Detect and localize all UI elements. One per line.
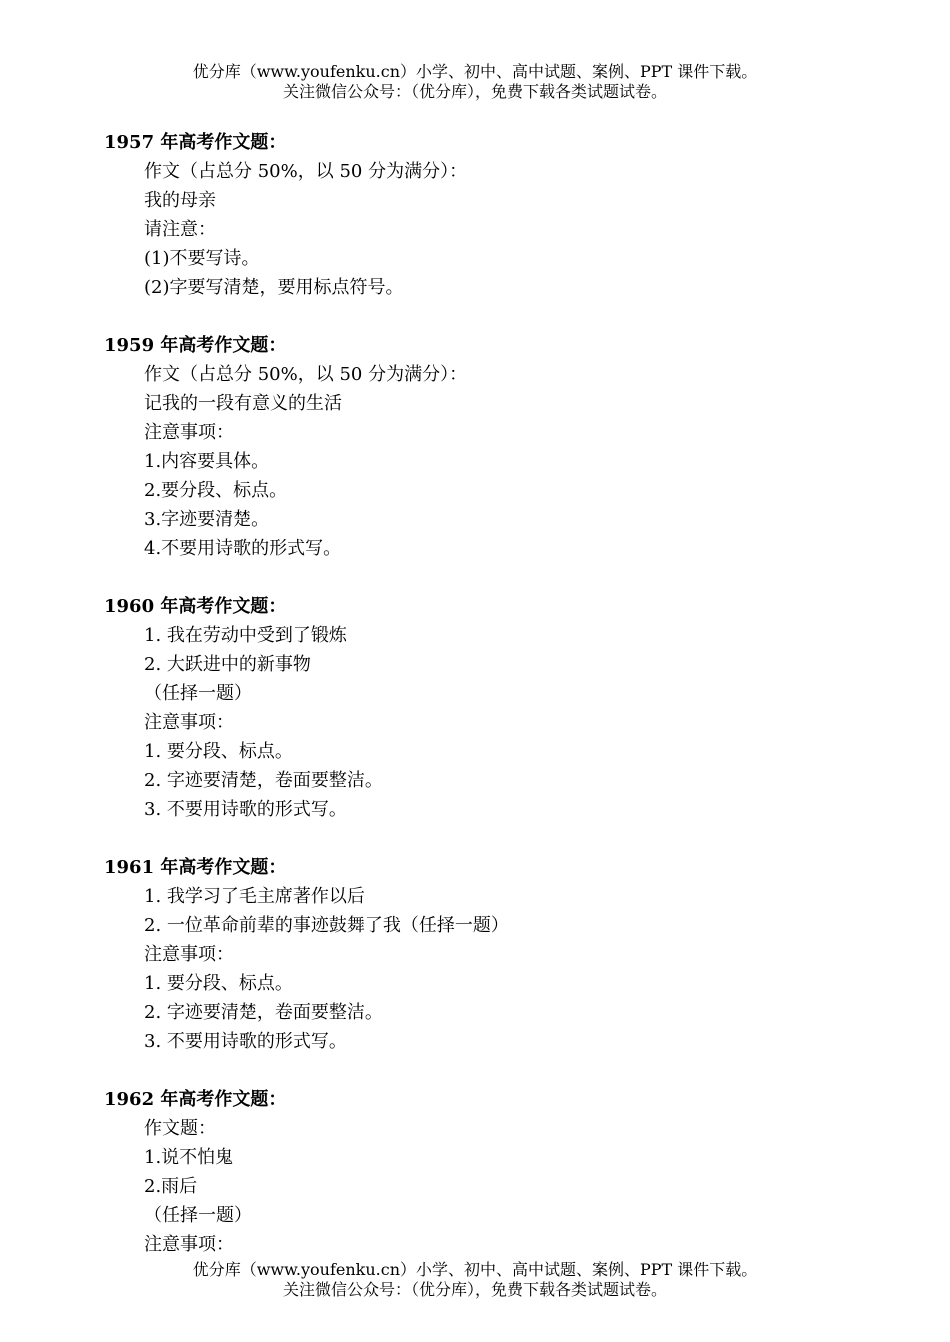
section-line: 注意事项： — [144, 712, 234, 733]
section-line: (1)不要写诗。 — [144, 248, 260, 269]
section-line: 2. 一位革命前辈的事迹鼓舞了我（任择一题） — [144, 915, 509, 936]
section-line: (2)字要写清楚，要用标点符号。 — [144, 277, 404, 298]
header-line-1: 优分库（www.youfenku.cn）小学、初中、高中试题、案例、PPT 课件下载。 — [192, 62, 758, 81]
section-line: 2. 大跃进中的新事物 — [144, 654, 311, 675]
document-body — [104, 128, 864, 1288]
section-line: 注意事项： — [144, 1234, 234, 1255]
section-1961 — [104, 853, 864, 1056]
section-1960 — [104, 592, 864, 824]
section-line: 4.不要用诗歌的形式写。 — [144, 538, 342, 559]
section-title: 1957 年高考作文题： — [104, 132, 287, 153]
section-line: 1.内容要具体。 — [144, 451, 270, 472]
section-line: 3.字迹要清楚。 — [144, 509, 270, 530]
section-line: 2.雨后 — [144, 1176, 198, 1197]
section-line: 作文题： — [144, 1118, 216, 1139]
section-line: 1.说不怕鬼 — [144, 1147, 234, 1168]
section-line: 请注意： — [144, 219, 216, 240]
section-line: （任择一题） — [144, 1205, 252, 1226]
section-1957 — [104, 128, 864, 302]
section-line: 1. 要分段、标点。 — [144, 741, 293, 762]
section-line: 注意事项： — [144, 422, 234, 443]
section-title: 1960 年高考作文题： — [104, 596, 287, 617]
section-line: 1. 要分段、标点。 — [144, 973, 293, 994]
page-header — [0, 62, 950, 102]
section-line: （任择一题） — [144, 683, 252, 704]
footer-line-1: 优分库（www.youfenku.cn）小学、初中、高中试题、案例、PPT 课件下载。 — [192, 1260, 758, 1279]
section-line: 注意事项： — [144, 944, 234, 965]
section-line: 1. 我在劳动中受到了锻炼 — [144, 625, 347, 646]
page-footer — [0, 1260, 950, 1300]
section-line: 作文（占总分 50%，以 50 分为满分）： — [144, 161, 468, 182]
section-line: 作文（占总分 50%，以 50 分为满分）： — [144, 364, 468, 385]
section-title: 1961 年高考作文题： — [104, 857, 287, 878]
footer-line-2: 关注微信公众号：（优分库），免费下载各类试题试卷。 — [282, 1280, 667, 1299]
section-title: 1959 年高考作文题： — [104, 335, 287, 356]
section-1959 — [104, 331, 864, 563]
section-line: 3. 不要用诗歌的形式写。 — [144, 1031, 347, 1052]
header-line-2: 关注微信公众号：（优分库），免费下载各类试题试卷。 — [282, 82, 667, 101]
section-line: 记我的一段有意义的生活 — [144, 393, 342, 414]
section-title: 1962 年高考作文题： — [104, 1089, 287, 1110]
section-line: 2. 字迹要清楚，卷面要整洁。 — [144, 770, 383, 791]
section-line: 我的母亲 — [144, 190, 216, 211]
section-1962 — [104, 1085, 864, 1259]
section-line: 2.要分段、标点。 — [144, 480, 288, 501]
section-line: 1. 我学习了毛主席著作以后 — [144, 886, 365, 907]
section-line: 2. 字迹要清楚，卷面要整洁。 — [144, 1002, 383, 1023]
section-line: 3. 不要用诗歌的形式写。 — [144, 799, 347, 820]
